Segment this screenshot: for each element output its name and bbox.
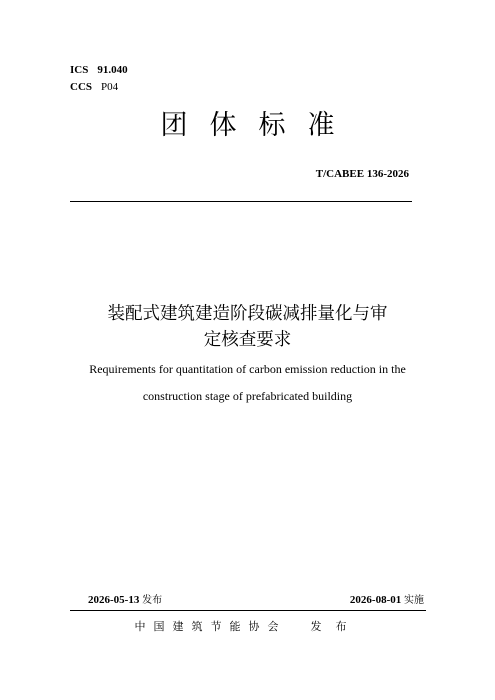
ccs-label: CCS [70,81,93,93]
release-date-value: 2026-05-13 [88,594,140,606]
ccs-value: P04 [101,81,119,93]
title-english-line-2: construction stage of prefabricated building [142,389,353,403]
title-english-line-1: Requirements for quantitation of carbon emission reduction in the [89,362,406,376]
title-chinese [40,301,455,353]
title-english [30,356,465,410]
bottom-divider [70,610,426,611]
implement-date-value: 2026-08-01 [349,594,402,606]
title-chinese-line-1: 装配式建筑建造阶段碳减排量化与审 [107,304,388,324]
publisher-action: 发布 [310,620,361,633]
standard-number: T/CABEE 136-2026 [315,168,409,180]
top-divider [70,201,412,202]
standard-type: 团体标准 [160,110,357,141]
ics-value: 91.040 [97,64,128,76]
publisher [0,619,495,635]
publisher-org: 中国建筑节能协会 [134,620,287,633]
ccs-code [70,80,118,94]
ics-label: ICS [70,64,89,76]
release-date [88,593,162,608]
ics-code [70,63,128,77]
title-chinese-line-2: 定核查要求 [203,330,292,350]
release-label: 发布 [142,595,163,606]
implement-label: 实施 [404,595,424,606]
implement-date [350,593,424,608]
